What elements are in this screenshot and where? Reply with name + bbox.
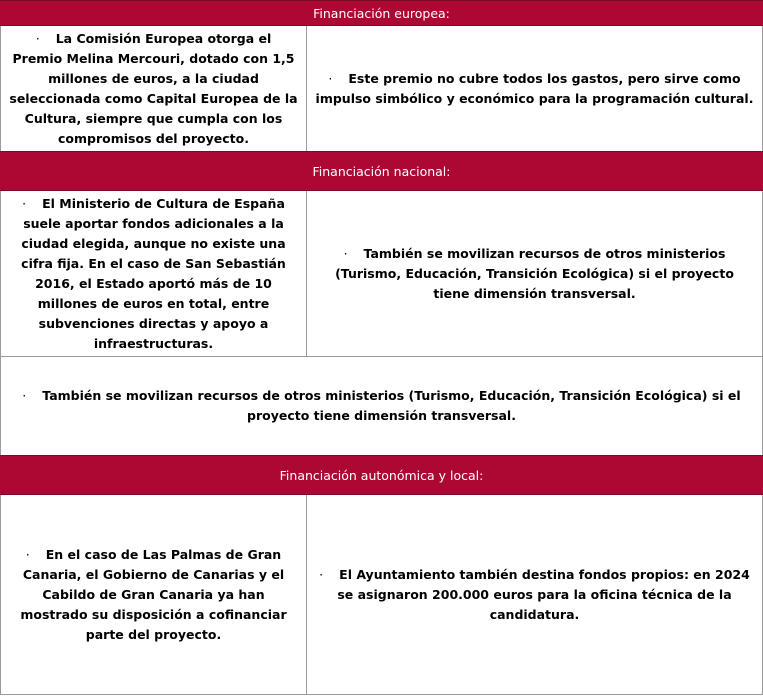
cell-nacional-right-text: También se movilizan recursos de otros ministerios (Turismo, Educación, Transición Ecológica) si el proyecto tiene dimensión transversal. xyxy=(335,245,734,301)
table-row-nacional-full xyxy=(0,357,763,455)
cell-autonomica-left xyxy=(1,495,307,694)
cell-europea-right xyxy=(307,26,762,151)
section-header-europea xyxy=(0,0,763,26)
section-header-autonomica xyxy=(0,455,763,495)
cell-europea-left-text: La Comisión Europea otorga el Premio Melina Mercouri, dotado con 1,5 millones de euros, a la ciudad seleccionada como Capital Europea de la Cultura, siempre que cumpla con los compromisos del proyecto. xyxy=(9,30,298,146)
table-row-europea xyxy=(0,26,763,151)
bullet-icon: · xyxy=(35,30,40,46)
cell-nacional-left xyxy=(1,191,307,356)
cell-europea-right-text: Este premio no cubre todos los gastos, pero sirve como impulso simbólico y económico para la programación cultural. xyxy=(315,70,754,106)
cell-autonomica-left-text: En el caso de Las Palmas de Gran Canaria, el Gobierno de Canarias y el Cabildo de Gran Canaria ya han mostrado su disposición a cofinanciar parte del proyecto. xyxy=(20,546,287,642)
table-row-autonomica xyxy=(0,495,763,695)
cell-europea-left xyxy=(1,26,307,151)
bullet-icon: · xyxy=(25,546,30,562)
cell-nacional-full xyxy=(1,357,762,455)
cell-nacional-right xyxy=(307,191,762,356)
section-header-autonomica-label: Financiación autonómica y local: xyxy=(279,467,484,483)
cell-nacional-full-text: También se movilizan recursos de otros ministerios (Turismo, Educación, Transición Ecológica) si el proyecto tiene dimensión transversal. xyxy=(42,388,741,423)
bullet-icon: · xyxy=(319,566,324,582)
section-header-nacional xyxy=(0,151,763,191)
section-header-nacional-label: Financiación nacional: xyxy=(312,163,451,179)
bullet-icon: · xyxy=(22,195,27,211)
bullet-icon: · xyxy=(343,245,348,261)
bullet-icon: · xyxy=(328,70,333,86)
cell-nacional-left-text: El Ministerio de Cultura de España suele aportar fondos adicionales a la ciudad elegida, aunque no existe una cifra fija. En el caso de San Sebastián 2016, el Estado aportó más de 10 millones de euros en total, entre subvenciones directas y apoyo a infraestructuras. xyxy=(21,195,286,351)
cell-autonomica-right-text: El Ayuntamiento también destina fondos propios: en 2024 se asignaron 200.000 euros para la oficina técnica de la candidatura. xyxy=(337,566,750,622)
bullet-icon: · xyxy=(22,388,27,403)
section-header-europea-label: Financiación europea: xyxy=(313,5,450,21)
cell-autonomica-right xyxy=(307,495,762,694)
table-row-nacional xyxy=(0,191,763,356)
